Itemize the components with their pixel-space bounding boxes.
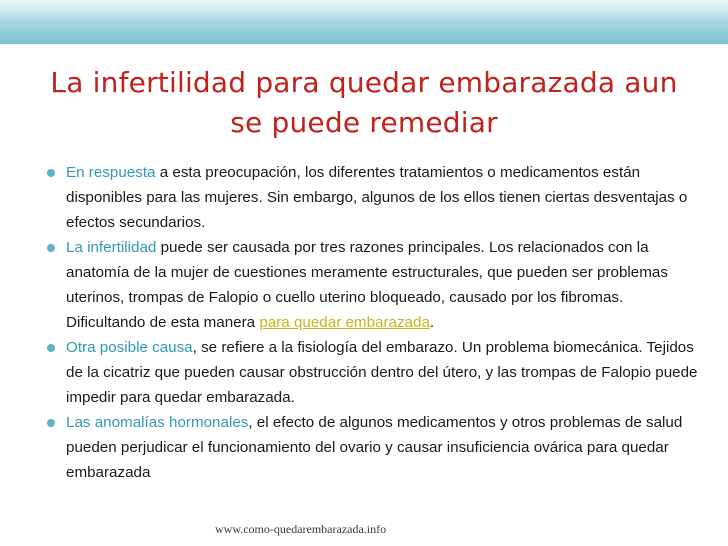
bullet-text: puede ser causada por tres razones principales. Los relacionados con la anatomía de la mujer de cuestiones meramente estructurales, que pueden ser problemas uterinos, trompas de Falopio o cuello uterino bloqueado, causado por los fibromas. Dificultando de esta manera [66,239,668,331]
bullet-item-1 [48,160,698,235]
bullet-keyword: Otra posible causa [66,339,193,356]
slide-title [30,63,698,143]
bullet-item-4 [48,410,698,485]
bullet-dot-icon [47,169,55,177]
bullet-dot-icon [47,419,55,427]
embarazada-link[interactable]: para quedar embarazada [259,314,430,331]
header-bar [0,0,728,44]
title-line-2: se puede remediar [230,106,498,139]
bullet-item-3 [48,335,698,410]
bullet-keyword: En respuesta [66,164,156,181]
bullet-list [48,160,698,485]
bullet-dot-icon [47,344,55,352]
footer-url: www.como-quedarembarazada.info [215,522,387,536]
bullet-tail: . [429,314,435,331]
title-line-1: La infertilidad para quedar embarazada aun [50,66,678,99]
header-gloss [0,0,728,20]
bullet-text: , el efecto de algunos medicamentos y otros problemas de salud pueden perjudicar el funcionamiento del ovario y causar insuficiencia ovárica para quedar embarazada [66,414,683,481]
bullet-keyword: Las anomalías hormonales [66,414,249,431]
bullet-dot-icon [47,244,55,252]
bullet-text: a esta preocupación, los diferentes tratamientos o medicamentos están disponibles para las mujeres. Sin embargo, algunos de los ellos tienen ciertas desventajas o efectos secundarios. [66,164,688,231]
bullet-text: , se refiere a la fisiología del embarazo. Un problema biomecánica. Tejidos de la cicatriz que pueden causar obstrucción dentro del útero, y las trompas de Falopio puede impedir para quedar embarazada. [66,339,698,406]
bullet-keyword: La infertilidad [66,239,157,256]
bullet-item-2 [48,235,698,335]
